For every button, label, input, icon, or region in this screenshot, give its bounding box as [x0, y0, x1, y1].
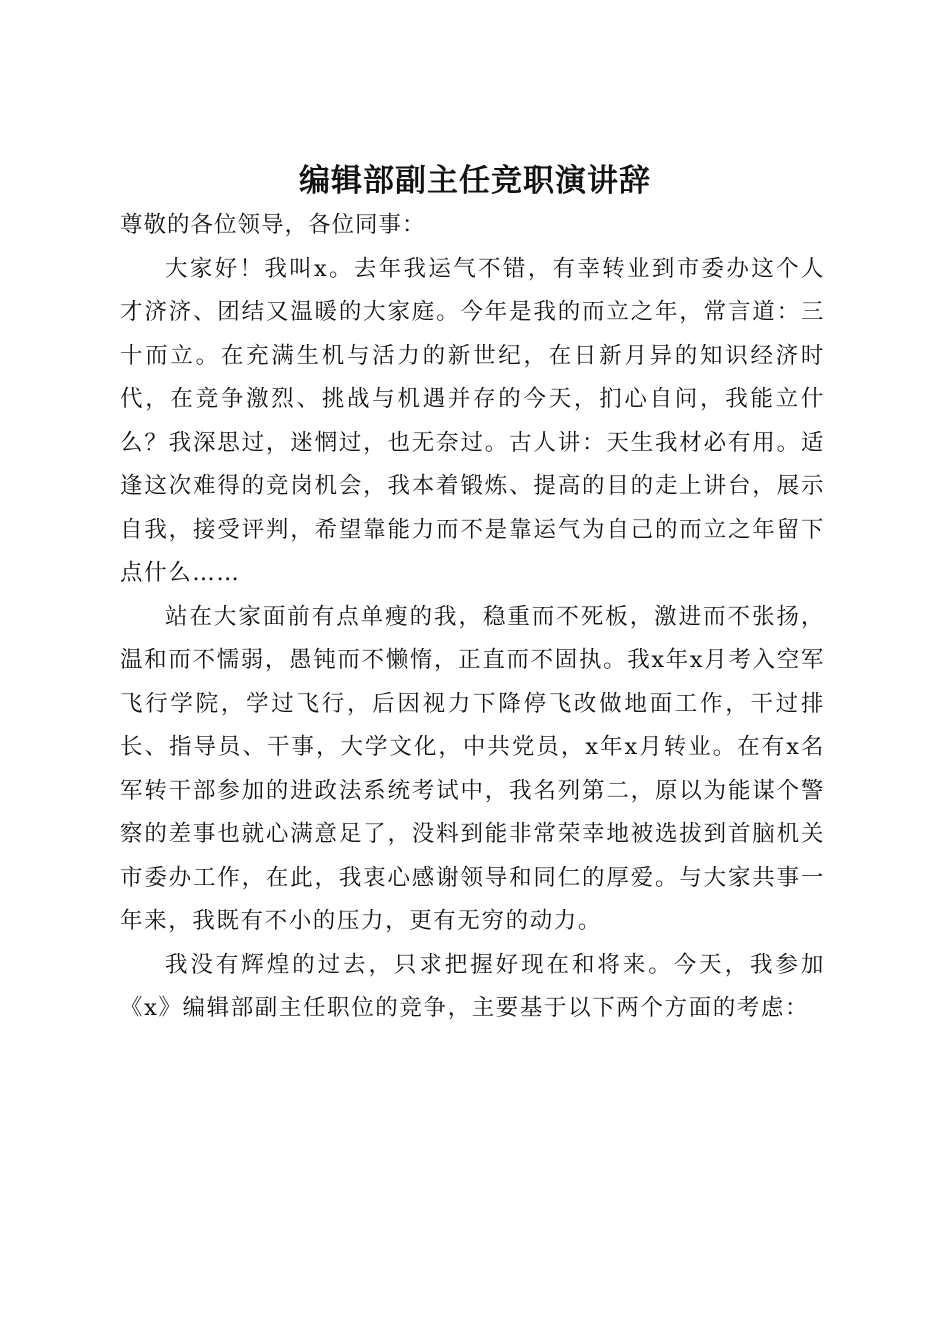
paragraph-background: 站在大家面前有点单瘦的我，稳重而不死板，激进而不张扬，温和而不懦弱，愚钝而不懒惰，正直而不固执。我x年x月考入空军飞行学院，学过飞行，后因视力下降停飞改做地面工作，干过排长、指导员、干事，大学文化，中共党员，x年x月转业。在有x名军转干部参加的进政法系统考试中，我名列第二，原以为能谋个警察的差事也就心满意足了，没料到能非常荣幸地被选拔到首脑机关市委办工作，在此，我衷心感谢领导和同仁的厚爱。与大家共事一年来，我既有不小的压力，更有无穷的动力。	[120, 603, 825, 934]
document-title: 编辑部副主任竞职演讲辞	[299, 162, 651, 199]
paragraph-introduction: 大家好！我叫x。去年我运气不错，有幸转业到市委办这个人才济济、团结又温暖的大家庭。今年是我的而立之年，常言道：三十而立。在充满生机与活力的新世纪，在日新月异的知识经济时代，在竞争激烈、挑战与机遇并存的今天，扪心自问，我能立什么？我深思过，迷惘过，也无奈过。古人讲：天生我材必有用。适逢这次难得的竞岗机会，我本着锻炼、提高的目的走上讲台，展示自我，接受评判，希望靠能力而不是靠运气为自己的而立之年留下点什么……	[120, 255, 825, 586]
paragraph-motivation: 我没有辉煌的过去，只求把握好现在和将来。今天，我参加《x》编辑部副主任职位的竞争，主要基于以下两个方面的考虑：	[120, 951, 825, 1021]
salutation: 尊敬的各位领导，各位同事：	[120, 212, 426, 238]
document-body	[120, 204, 825, 1031]
